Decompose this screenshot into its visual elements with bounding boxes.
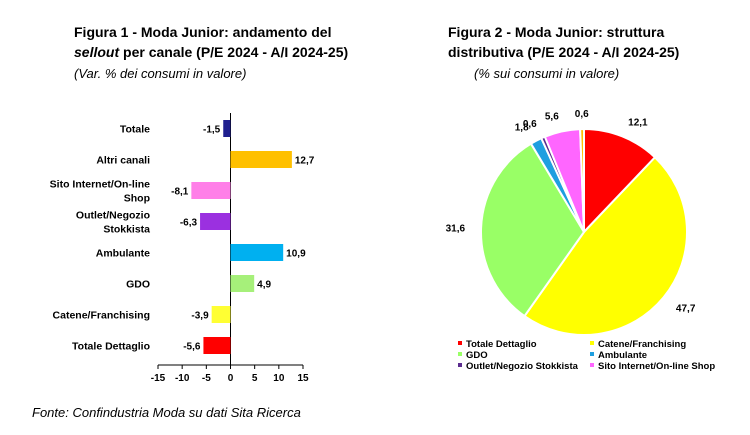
bar-value-label: -1,5: [203, 124, 221, 136]
figure1-title-italic: sellout: [74, 44, 120, 60]
pie-value-label: 0,6: [574, 109, 589, 121]
bar-category-label: Outlet/Negozio Stokkista: [75, 209, 150, 236]
pie-value-label: 47,7: [675, 303, 696, 315]
bar-category-label: Altri canali: [96, 154, 150, 167]
bar-tick-label: 10: [273, 373, 285, 384]
figure2-subtitle: (% sui consumi in valore): [474, 66, 620, 81]
bar-value-label: -3,9: [191, 310, 209, 322]
figure2-title-line2: distributiva (P/E 2024 - A/I 2024-25): [448, 44, 680, 60]
legend-label: Totale Dettaglio: [466, 339, 537, 350]
bar-category-label: GDO: [126, 278, 150, 291]
bar-tick-label: 0: [227, 373, 234, 384]
legend-label: GDO: [466, 350, 488, 361]
legend-label: Catene/Franchising: [598, 339, 687, 350]
legend-swatch: [590, 341, 594, 345]
legend-label: Outlet/Negozio Stokkista: [466, 361, 578, 372]
pie-value-label: 1,8: [514, 122, 529, 134]
bar-category-label: Ambulante: [95, 247, 150, 260]
bar-tick-label: 15: [297, 373, 309, 384]
figure1-title-line1: Figura 1 - Moda Junior: andamento del: [74, 24, 332, 40]
figure1-subtitle: (Var. % dei consumi in valore): [74, 66, 247, 81]
legend-swatch: [458, 363, 462, 367]
legend-swatch: [458, 341, 462, 345]
legend-swatch: [590, 352, 594, 356]
bar-tick-label: -5: [201, 373, 211, 384]
bar-tick-label: -15: [150, 373, 166, 384]
bar-value-label: -6,3: [179, 217, 198, 229]
legend-label: Sito Internet/On-line Shop: [598, 361, 716, 372]
bar-category-label: Totale: [119, 123, 150, 136]
bar-value-label: -8,1: [171, 186, 189, 198]
legend-label: Ambulante: [598, 350, 648, 361]
bar-category-label: Catene/Franchising: [52, 309, 150, 322]
bar-value-label: -5,6: [183, 341, 201, 353]
legend-swatch: [458, 352, 462, 356]
pie-value-label: 5,6: [544, 111, 559, 123]
bar-value-label: 4,9: [257, 279, 272, 291]
bar-category-label: Sito Internet/On-line Shop: [49, 178, 150, 205]
figure1-title-rest: per canale (P/E 2024 - A/I 2024-25): [119, 44, 349, 60]
pie-value-label: 31,6: [445, 223, 466, 235]
bar-category-label: Totale Dettaglio: [72, 340, 150, 353]
pie-value-label: 0,6: [522, 118, 537, 130]
source-note: Fonte: Confindustria Moda su dati Sita Ricerca: [32, 405, 301, 420]
bar-value-label: 12,7: [294, 155, 315, 167]
legend-swatch: [590, 363, 594, 367]
bar-value-label: 10,9: [286, 248, 306, 260]
figure2-title-line1: Figura 2 - Moda Junior: struttura: [448, 24, 665, 40]
pie-value-label: 12,1: [628, 117, 648, 129]
bar-tick-label: -10: [174, 373, 190, 384]
bar-tick-label: 5: [251, 373, 258, 384]
